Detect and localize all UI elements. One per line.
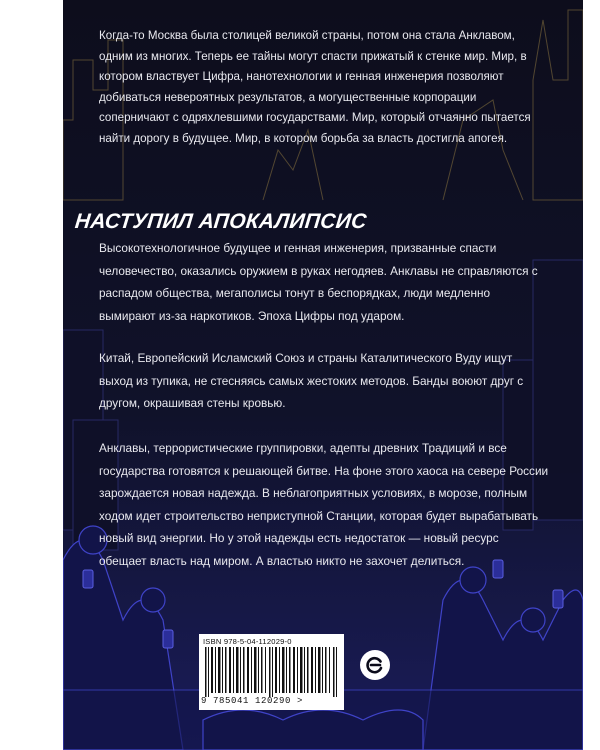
paragraph-3: Анклавы, террористические группировки, адепты древних Традиций и все государства готовятся к решающей битве. На фоне этого хаоса на севере России зарождается новая надежда. В неблагоприятных условиях, в морозе, полным ходом идет строительство неприступной Станции, которая будет вырабатывать новый вид энергии. Но у этой надежды есть недостаток — новый ресурс обещает власть над миром. А властью никто не захочет делиться. xyxy=(99,441,549,568)
ean-digits: 9 785041 120290 > xyxy=(201,696,304,706)
back-cover xyxy=(63,0,583,750)
publisher-e-icon xyxy=(365,655,385,675)
isbn-text: ISBN 978-5-04-112029-0 xyxy=(203,637,292,646)
intro-text: Когда-то Москва была столицей великой страны, потом она стала Анклавом, одним из многих. Теперь ее тайны могут спасти прижатый к стенке мир. Мир, в котором властвует Цифра, нанотехнологии и генная инженерия позволяют добиваться невероятных результатов, а могущественные корпорации соперничают с одряхлевшими государствами. Мир, который отчаянно пытается найти дорогу в будущее. Мир, в котором борьба за власть достигла апогея. xyxy=(99,29,531,145)
paragraph-2: Китай, Европейский Исламский Союз и страны Каталитического Вуду ищут выход из тупика, не стесняясь самых жестоких методов. Банды воюют друг с другом, окрашивая стены кровью. xyxy=(99,351,524,411)
barcode-bars xyxy=(203,647,340,697)
paragraph-1: Высокотехнологичное будущее и генная инженерия, призванные спасти человечество, оказались оружием в руках негодяев. Анклавы не справляются с распадом общества, мегаполисы тонут в беспорядках, люди медленно вымирают из-за наркотиков. Эпоха Цифры под ударом. xyxy=(99,241,538,323)
barcode-label xyxy=(199,634,344,710)
section-heading: НАСТУПИЛ АПОКАЛИПСИС xyxy=(73,210,368,233)
publisher-logo xyxy=(360,650,390,680)
